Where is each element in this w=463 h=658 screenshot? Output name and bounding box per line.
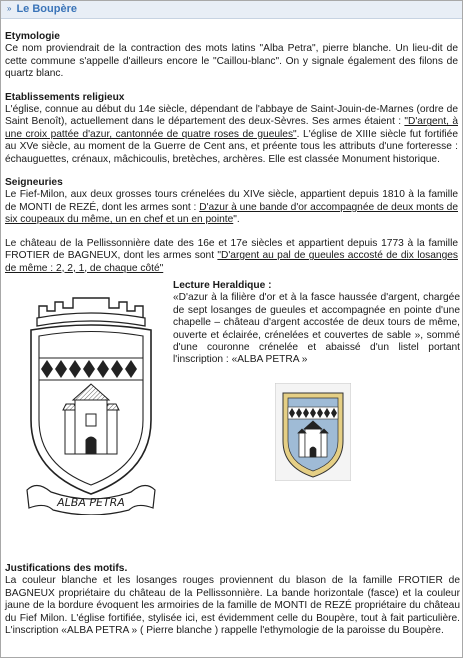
motifs-text: La couleur blanche et les losanges rouges proviennent du blason de la famille FROTIER de BAGNEUX propriétaire du château de la Pellissonnière. La bande horizontale (fasce) et la couleur jaune de la bordure évoquent les armoiries de la famille de MONTI de REZÉ propriétaire du château du Fief Milon. L'église fortifiée, stylisée ici, est évidemment celle du Boupère, tout à fait particulière. L'inscription «ALBA PETRA » ( Pierre blanche ) rappelle l'ethymologie de la paroisse du Boupère. <box>5 575 460 637</box>
double-chevron-icon: » <box>7 4 12 14</box>
motifs-heading: Justifications des motifs. <box>5 563 128 574</box>
pellissonniere-text <box>5 238 458 275</box>
fief-milon-text <box>5 189 458 226</box>
coat-of-arms-color <box>275 383 351 481</box>
pellissonniere-text-before: Le château de la Pellissonnière date des 16e et 17e siècles et appartient depuis 1773 à la famille FROTIER de BAGNEUX, dont les armes sont <box>5 237 458 262</box>
fief-milon-text-before: Le Fief-Milon, aux deux grosses tours crénelées du XIVe siècle, appartient depuis 1810 à la famille de MONTI de REZÉ, dont les armes sont : <box>5 189 458 213</box>
article-body <box>1 19 462 275</box>
seigneuries-heading: Seigneuries <box>5 177 63 189</box>
religieux-text <box>5 104 458 166</box>
justifications-section <box>5 563 460 637</box>
coat-of-arms-drawing <box>17 280 165 515</box>
lecture-heraldique <box>173 280 460 367</box>
page-title: Le Boupère <box>16 3 77 16</box>
frotier-arms-link[interactable]: "D'argent au pal de gueules accosté de dix losanges de même : 2, 2, 1, de chaque côté" <box>5 250 458 274</box>
heraldry-section <box>1 275 462 519</box>
eglise-arms-link[interactable]: "D'argent, à une croix pattée d'azur, cantonnée de quatre roses de gueules" <box>5 116 458 140</box>
religieux-text-before: L'église, connue au début du 14e siècle, dépendant de l'abbaye de Saint-Jouin-de-Marnes (ordre de Saint Benoît), actuellement dans le département des deux-Sèvres. Ses armes étaient : <box>5 104 458 128</box>
religieux-text-after: . L'église de XIIIe siècle fut fortifiée au XVe siècle, au moment de la Guerre de Cent ans, et préente tous les attributs d'une forteresse : échauguettes, crénaux, mâchicoulis, bretèches, archères. Elle est classée Monument historique. <box>5 128 458 165</box>
religieux-heading: Etablissements religieux <box>5 91 125 103</box>
section-header <box>1 1 462 19</box>
lecture-heading: Lecture Heraldique : <box>173 279 272 291</box>
monti-arms-link[interactable]: D'azur à une bande d'or accompagnée de deux monts de six coupeaux du même, un en chef et un en pointe <box>5 201 458 226</box>
fief-milon-text-after: ". <box>233 214 240 226</box>
coat-motto: ALBA PETRA <box>57 495 125 509</box>
etymologie-text: Ce nom proviendrait de la contraction des mots latins "Alba Petra", pierre blanche. Un lieu-dit de cette commune s'appelle d'ailleurs encore le "Caillou-blanc". On y signale également des filons de quartz blanc. <box>5 43 458 80</box>
etymologie-heading: Etymologie <box>5 31 60 42</box>
lecture-text: «D'azur à la filière d'or et à la fasce haussée d'argent, chargée de sept losanges de gueules et accompagnée en pointe d'une chapelle – château d'argent accostée de deux tours de même, ouverte et éclairée, crénelées et couvertes de sable », sommé d'une couronne crénelée et abaissé d'un listel portant l'inscription : «ALBA PETRA » <box>173 292 460 366</box>
